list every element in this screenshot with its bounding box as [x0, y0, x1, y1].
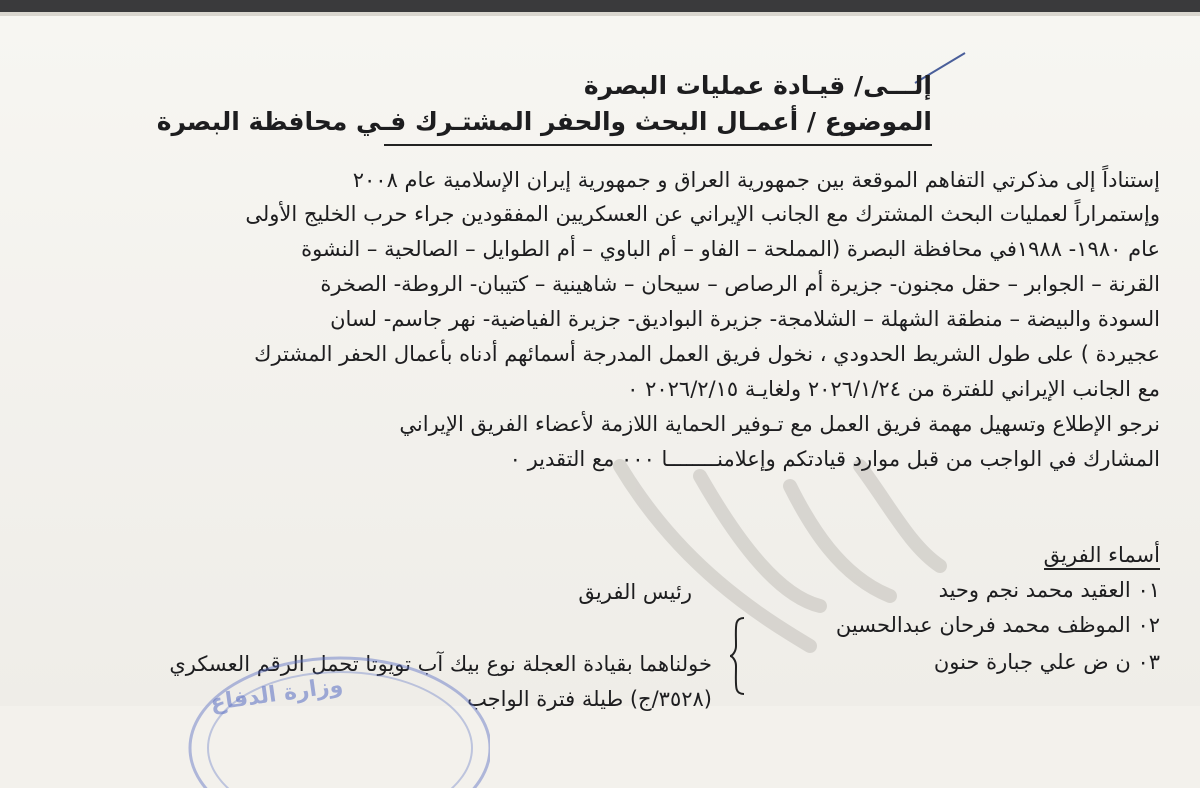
- team-member: ٠١ العقيد محمد نجم وحيد: [938, 578, 1160, 602]
- curly-brace: [728, 616, 746, 696]
- body-line: المشارك في الواجب من قبل موارد قيادتكم وإعلامنــــــــا ٠٠٠ مع التقدير ٠: [509, 447, 1160, 471]
- body-line: عجيردة ) على طول الشريط الحدودي ، نخول فريق العمل المدرجة أسمائهم أدناه بأعمال الحفر المشترك: [254, 342, 1160, 366]
- letter-page: [0, 16, 1200, 717]
- vehicle-assignment-line: (٣٥٢٨/ج) طيلة فترة الواجب: [467, 687, 712, 711]
- body-line: القرنة – الجوابر – حقل مجنون- جزيرة أم الرصاص – سيحان – شاهينية – كتيبان- الروطة- الصخرة: [320, 272, 1160, 296]
- body-line: مع الجانب الإيراني للفترة من ٢٠٢٦/١/٢٤ ولغايـة ٢٠٢٦/٢/١٥ ٠: [627, 377, 1160, 401]
- body-line: السودة والبيضة – منطقة الشهلة – الشلامجة- جزيرة البواديق- جزيرة الفياضية- نهر جاسم- لسان: [330, 307, 1160, 331]
- body-line: نرجو الإطلاع وتسهيل مهمة فريق العمل مع تـوفير الحماية اللازمة لأعضاء الفريق الإيراني: [399, 412, 1160, 436]
- body-line: عام ١٩٨٠- ١٩٨٨في محافظة البصرة (المملحة – الفاو – أم الباوي – أم الطوايل – الصالحية – النشوة: [301, 237, 1160, 261]
- body-line: إستناداً إلى مذكرتي التفاهم الموقعة بين جمهورية العراق و جمهورية إيران الإسلامية عام ٢٠٠٨: [352, 168, 1160, 192]
- stamp-text: وزارة الدفاع: [208, 672, 345, 717]
- team-member: ٠٢ الموظف محمد فرحان عبدالحسين: [835, 613, 1160, 637]
- watermark-scribble: [560, 446, 980, 676]
- team-member: ٠٣ ن ض علي جبارة حنون: [933, 650, 1160, 674]
- subject-underline: [384, 144, 932, 146]
- team-leader-label: رئيس الفريق: [578, 580, 692, 604]
- subject-line: الموضوع / أعمـال البحث والحفر المشتـرك فـي محافظة البصرة: [156, 107, 932, 136]
- addressee-line: إلـــى/ قيـادة عمليات البصرة: [583, 71, 932, 100]
- body-line: وإستمراراً لعمليات البحث المشترك مع الجانب الإيراني عن العسكريين المفقودين جراء حرب الخليج الأولى: [245, 202, 1160, 226]
- top-dark-band: [0, 0, 1200, 12]
- vehicle-assignment-line: خولناهما بقيادة العجلة نوع بيك آب تويوتا تحمل الرقم العسكري: [169, 652, 712, 676]
- team-heading: أسماء الفريق: [1044, 543, 1160, 570]
